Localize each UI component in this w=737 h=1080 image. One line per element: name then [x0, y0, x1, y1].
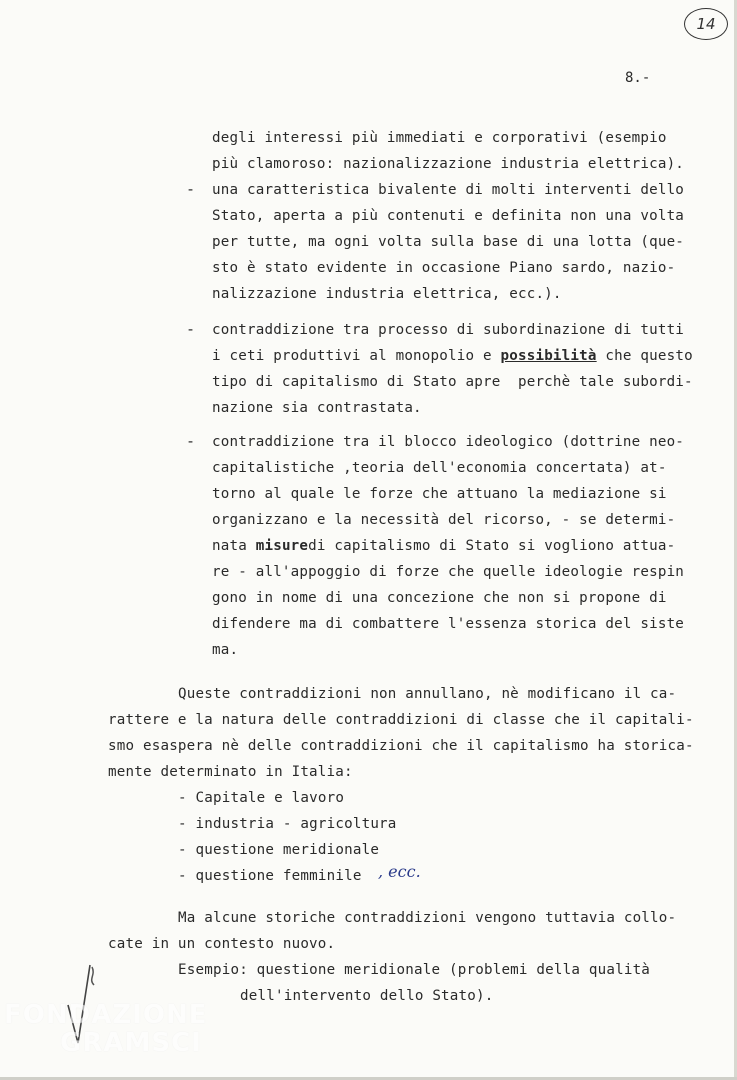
watermark: GRAMSCI	[60, 1028, 202, 1058]
text-line: Ma alcune storiche contraddizioni vengono tuttavia collo-	[178, 910, 677, 926]
handwritten-annotation: , ecc.	[378, 862, 421, 881]
text-line: gono in nome di una concezione che non si propone di	[212, 590, 667, 606]
text-line: tipo di capitalismo di Stato apre perchè tale subordi-	[212, 374, 693, 390]
text-line: contraddizione tra il blocco ideologico (dottrine neo-	[212, 434, 685, 450]
watermark: FONDAZIONE	[4, 1000, 208, 1030]
text-line: Esempio: questione meridionale (problemi della qualità	[178, 962, 651, 978]
text-line: sto è stato evidente in occasione Piano sardo, nazio-	[212, 260, 676, 276]
text-line	[212, 348, 693, 364]
text-line: nazione sia contrastata.	[212, 400, 422, 416]
text-line: dell'intervento dello Stato).	[240, 988, 494, 1004]
text-line: degli interessi più immediati e corporativi (esempio	[212, 130, 667, 146]
overtyped-word: misure	[255, 538, 309, 554]
text-segment: nata	[212, 538, 256, 554]
text-line: smo esaspera nè delle contraddizioni che il capitalismo ha storica-	[108, 738, 694, 754]
text-line: più clamoroso: nazionalizzazione industria elettrica).	[212, 156, 685, 172]
bullet-dash: -	[186, 432, 196, 450]
bullet-dash: -	[186, 180, 196, 198]
text-line: Queste contraddizioni non annullano, nè modificano il ca-	[178, 686, 677, 702]
list-item: - questione meridionale	[178, 842, 380, 858]
underlined-word: possibilità	[500, 348, 597, 364]
text-segment: che questo	[596, 348, 693, 364]
text-line	[212, 538, 675, 554]
text-segment: di capitalismo di Stato si vogliono attua-	[308, 538, 676, 554]
text-line: ma.	[212, 642, 239, 658]
bullet-dash: -	[186, 320, 196, 338]
text-line: rattere e la natura delle contraddizioni di classe che il capitali-	[108, 712, 694, 728]
text-line: per tutte, ma ogni volta sulla base di una lotta (que-	[212, 234, 685, 250]
text-line: torno al quale le forze che attuano la mediazione si	[212, 486, 667, 502]
page-stamp: 14	[684, 8, 728, 40]
text-line: capitalistiche ,teoria dell'economia concertata) at-	[212, 460, 667, 476]
list-item: - questione femminile	[178, 868, 362, 884]
text-line: mente determinato in Italia:	[108, 764, 353, 780]
text-line: organizzano e la necessità del ricorso, - se determi-	[212, 512, 676, 528]
text-segment: i ceti produttivi al monopolio e	[212, 348, 501, 364]
text-line: Stato, aperta a più contenuti e definita non una volta	[212, 208, 685, 224]
text-line: contraddizione tra processo di subordinazione di tutti	[212, 322, 685, 338]
text-line: re - all'appoggio di forze che quelle ideologie respin	[212, 564, 685, 580]
page-number: 8.-	[625, 70, 651, 86]
text-line: una caratteristica bivalente di molti interventi dello	[212, 182, 685, 198]
text-line: nalizzazione industria elettrica, ecc.).	[212, 286, 562, 302]
list-item: - Capitale e lavoro	[178, 790, 345, 806]
list-item: - industria - agricoltura	[178, 816, 397, 832]
text-line: difendere ma di combattere l'essenza storica del siste	[212, 616, 685, 632]
text-line: cate in un contesto nuovo.	[108, 936, 336, 952]
